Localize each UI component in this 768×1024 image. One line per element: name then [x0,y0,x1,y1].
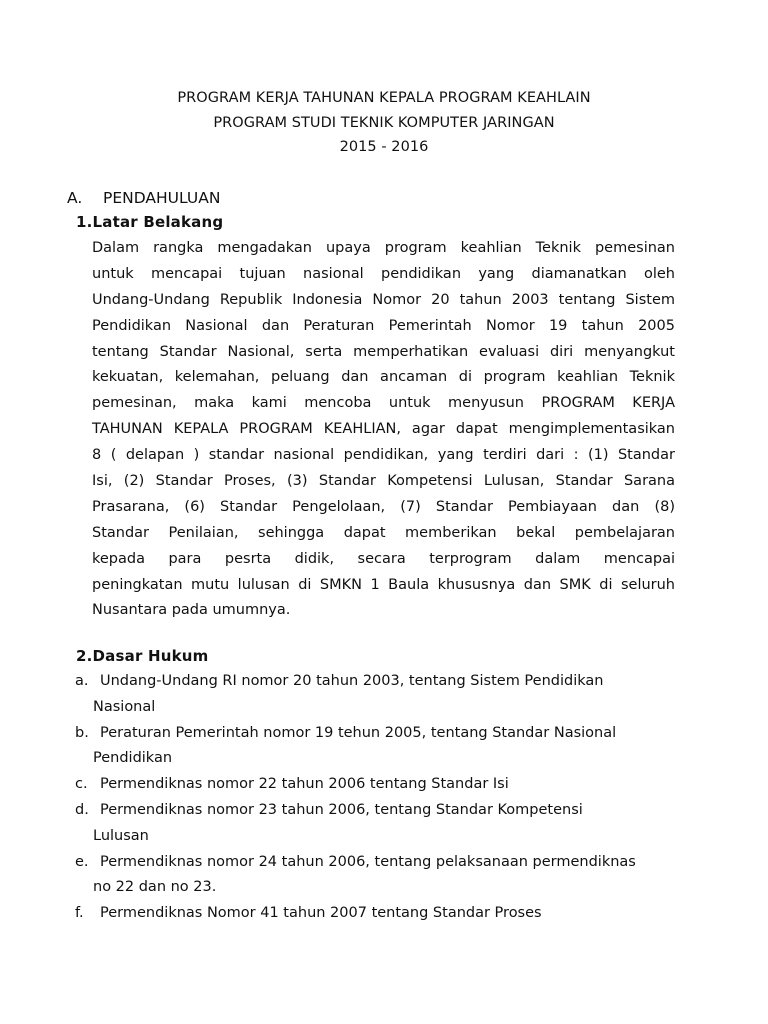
paragraph-line: untuk mencapai tujuan nasional pendidikan yang diamanatkan oleh [92,265,675,282]
subheading-dasar-hukum: 2.Dasar Hukum [76,647,209,665]
paragraph-line: Dalam rangka mengadakan upaya program keahlian Teknik pemesinan [92,240,675,256]
list-item [75,772,695,798]
list-item-text: Pendidikan [93,750,173,767]
paragraph-line: tentang Standar Nasional, serta memperhatikan evaluasi diri menyangkut [92,343,675,360]
section-heading-a [67,186,220,210]
list-item-text: Nasional [93,698,156,715]
section-title: PENDAHULUAN [103,189,221,207]
paragraph-line: kepada para pesrta didik, secara terprogram dalam mencapai [92,550,675,567]
paragraph-line: kekuatan, kelemahan, peluang dan ancaman di program keahlian Teknik [92,369,675,386]
paragraph-line: pemesinan, maka kami mencoba untuk menyusun PROGRAM KERJA [92,395,675,412]
paragraph-line: Standar Penilaian, sehingga dapat memberikan bekal pembelajaran [92,524,675,541]
list-item [75,721,695,773]
list-item-text: no 22 dan no 23. [93,879,217,896]
list-item [75,850,695,902]
dasar-hukum-list [75,669,695,927]
list-marker: c. [75,776,88,793]
paragraph-line: Prasarana, (6) Standar Pengelolaan, (7) Standar Pembiayaan dan (8) [92,498,675,515]
list-marker: f. [75,905,84,922]
list-item-text: Undang-Undang RI nomor 20 tahun 2003, tentang Sistem Pendidikan [100,673,604,689]
paragraph-line: Isi, (2) Standar Proses, (3) Standar Kompetensi Lulusan, Standar Sarana [92,473,675,490]
list-item [75,669,695,721]
list-item-text: Peraturan Pemerintah nomor 19 tehun 2005, tentang Standar Nasional [100,724,617,741]
latar-belakang-paragraph [92,236,675,624]
list-marker: b. [75,724,89,741]
subheading-latar-belakang: 1.Latar Belakang [76,213,224,231]
paragraph-line: TAHUNAN KEPALA PROGRAM KEAHLIAN, agar dapat mengimplementasikan [92,421,675,438]
list-marker: a. [75,673,89,689]
paragraph-line: 8 ( delapan ) standar nasional pendidikan, yang terdiri dari : (1) Standar [92,447,675,464]
title-line: PROGRAM STUDI TEKNIK KOMPUTER JARINGAN [213,114,555,131]
list-item-text: Permendiknas nomor 22 tahun 2006 tentang Standar Isi [100,776,509,793]
list-item [75,798,695,850]
title-line: 2015 - 2016 [339,139,429,155]
list-item-text: Permendiknas nomor 23 tahun 2006, tentang Standar Kompetensi [100,801,583,818]
list-item-text: Lulusan [93,827,149,844]
section-letter: A. [67,189,83,207]
paragraph-line: Pendidikan Nasional dan Peraturan Pemerintah Nomor 19 tahun 2005 [92,317,675,334]
list-item [75,901,695,927]
list-item-text: Permendiknas nomor 24 tahun 2006, tentang pelaksanaan permendiknas [100,853,636,870]
paragraph-line: Nusantara pada umumnya. [92,602,291,619]
list-item-text: Permendiknas Nomor 41 tahun 2007 tentang Standar Proses [100,905,542,922]
title-line: PROGRAM KERJA TAHUNAN KEPALA PROGRAM KEAHLAIN [177,90,591,106]
document-title [0,86,768,160]
list-marker: d. [75,801,89,818]
paragraph-line: peningkatan mutu lulusan di SMKN 1 Baula khususnya dan SMK di seluruh [92,576,675,593]
list-marker: e. [75,853,89,870]
paragraph-line: Undang-Undang Republik Indonesia Nomor 20 tahun 2003 tentang Sistem [92,291,675,308]
